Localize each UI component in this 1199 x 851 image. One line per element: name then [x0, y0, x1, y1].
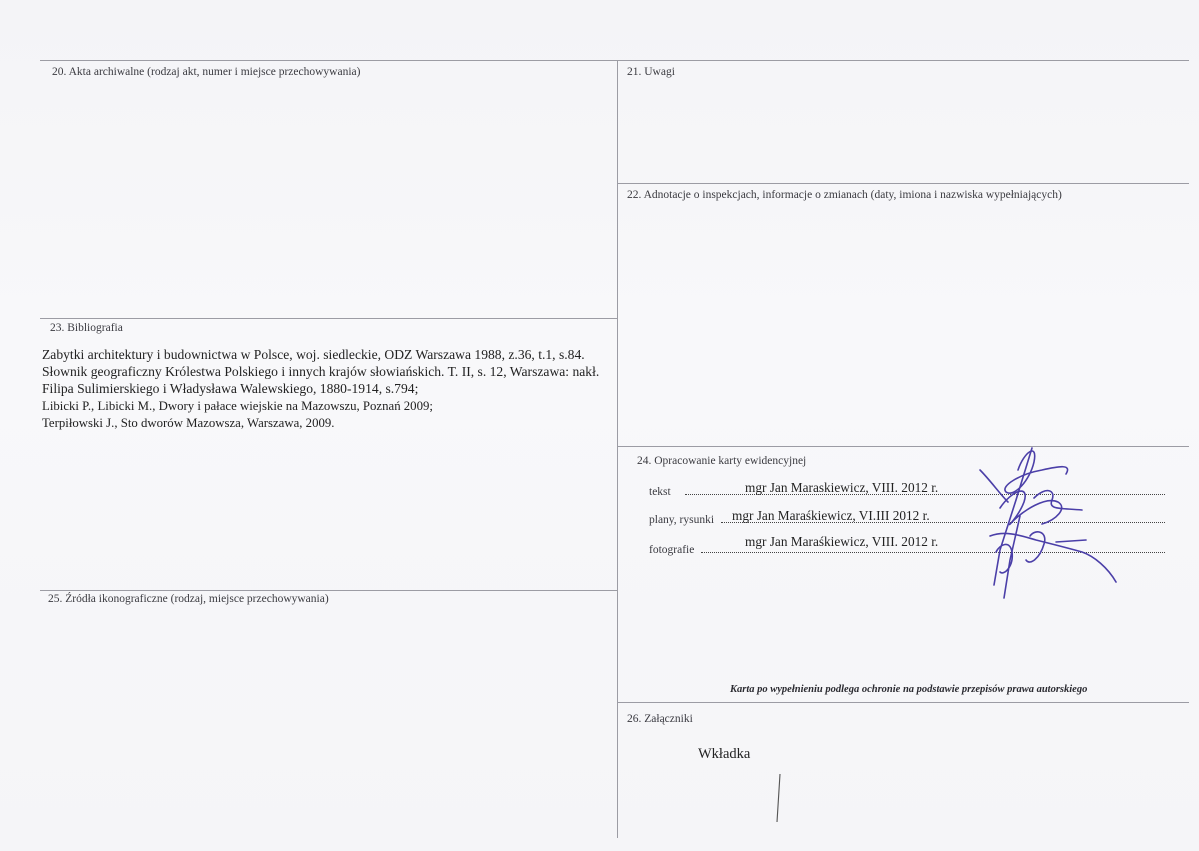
- pen-stroke-mark: [770, 770, 790, 830]
- section-24-label: 24. Opracowanie karty ewidencyjnej: [637, 455, 807, 467]
- bibliography-entry: Libicki P., Libicki M., Dwory i pałace wiejskie na Mazowszu, Poznań 2009;: [42, 398, 433, 413]
- row-label: fotografie: [649, 544, 695, 556]
- top-border: [40, 60, 1189, 61]
- bibliography-list: [42, 346, 617, 432]
- section-20-label: 20. Akta archiwalne (rodzaj akt, numer i miejsce przechowywania): [52, 66, 361, 78]
- row-label: plany, rysunki: [649, 514, 715, 526]
- row-value: mgr Jan Maraśkiewicz, VIII. 2012 r.: [745, 534, 939, 549]
- copyright-note: Karta po wypełnieniu podlega ochronie na podstawie przepisów prawa autorskiego: [730, 684, 1088, 695]
- attachments-value: Wkładka: [698, 746, 751, 762]
- section-21-label: 21. Uwagi: [627, 66, 675, 78]
- bibliography-entry: Zabytki architektury i budownictwa w Polsce, woj. siedleckie, ODZ Warszawa 1988, z.36, t.1, s.84.: [42, 347, 585, 362]
- row-label: tekst: [649, 486, 671, 498]
- center-divider: [617, 60, 618, 838]
- bibliography-entry: Terpiłowski J., Sto dworów Mazowsza, Warszawa, 2009.: [42, 415, 335, 430]
- section-23-label: 23. Bibliografia: [50, 322, 123, 334]
- divider-21-22: [617, 183, 1189, 184]
- section-25-label: 25. Źródła ikonograficzne (rodzaj, miejsce przechowywania): [48, 593, 329, 605]
- divider-23-25: [40, 590, 617, 591]
- row-value: mgr Jan Maraśkiewicz, VI.III 2012 r.: [732, 508, 930, 523]
- section-26-label: 26. Załączniki: [627, 713, 693, 725]
- section-22-label: 22. Adnotacje o inspekcjach, informacje o zmianach (daty, imiona i nazwiska wypełniających): [627, 189, 1062, 201]
- bibliography-entry: Słownik geograficzny Królestwa Polskiego i innych krajów słowiańskich. T. II, s. 12, Warszawa: nakł. Filipa Sulimierskiego i Władysława Walewskiego, 1880-1914, s.794;: [42, 364, 600, 397]
- row-value: mgr Jan Maraskiewicz, VIII. 2012 r.: [745, 480, 939, 495]
- divider-20-23: [40, 318, 617, 319]
- handwritten-signature: [960, 440, 1130, 605]
- divider-24-26: [617, 702, 1189, 703]
